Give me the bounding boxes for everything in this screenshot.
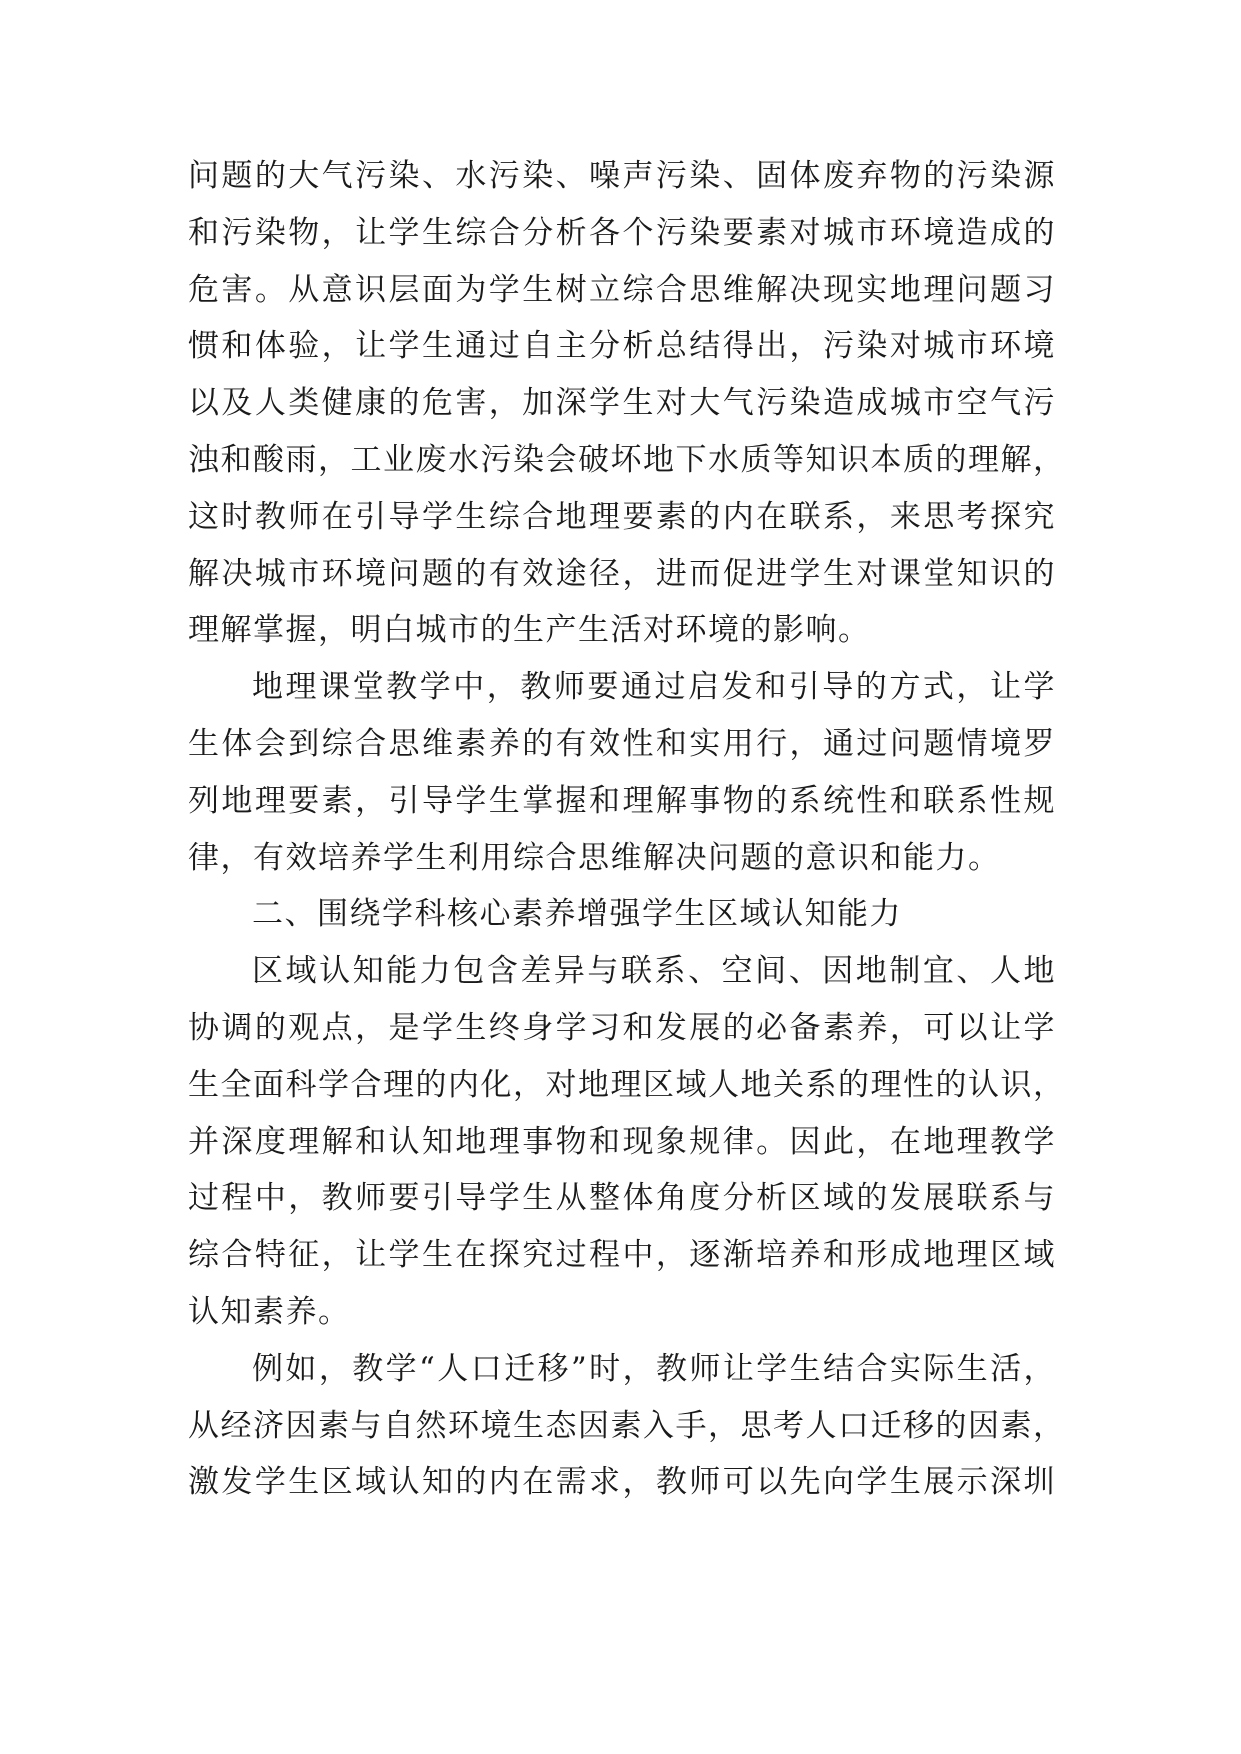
text-line: 激发学生区域认知的内在需求，教师可以先向学生展示深圳 (188, 1464, 1056, 1501)
text-line: 解决城市环境问题的有效途径，进而促进学生对课堂知识的 (188, 555, 1056, 592)
body-text (188, 148, 1066, 1511)
paragraph-first-line: 例如，教学“人口迁移”时，教师让学生结合实际生活， (252, 1350, 1056, 1387)
text-line: 认知素养。 (188, 1293, 351, 1330)
text-line: 和污染物，让学生综合分析各个污染要素对城市环境造成的 (188, 214, 1056, 251)
text-line: 理解掌握，明白城市的生产生活对环境的影响。 (188, 612, 871, 649)
text-line: 列地理要素，引导学生掌握和理解事物的系统性和联系性规 (188, 782, 1056, 819)
text-line: 生全面科学合理的内化，对地理区域人地关系的理性的认识， (188, 1066, 1066, 1103)
section-heading: 二、围绕学科核心素养增强学生区域认知能力 (252, 896, 902, 933)
text-line: 律，有效培养学生利用综合思维解决问题的意识和能力。 (188, 839, 1001, 876)
text-line: 并深度理解和认知地理事物和现象规律。因此，在地理教学 (188, 1123, 1056, 1160)
text-line: 浊和酸雨，工业废水污染会破坏地下水质等知识本质的理解， (188, 441, 1066, 478)
text-line: 从经济因素与自然环境生态因素入手，思考人口迁移的因素， (188, 1407, 1066, 1444)
text-line: 以及人类健康的危害，加深学生对大气污染造成城市空气污 (188, 385, 1056, 422)
paragraph-first-line: 地理课堂教学中，教师要通过启发和引导的方式，让学 (252, 669, 1056, 706)
text-line: 协调的观点，是学生终身学习和发展的必备素养，可以让学 (188, 1009, 1056, 1046)
text-line: 危害。从意识层面为学生树立综合思维解决现实地理问题习 (188, 271, 1056, 308)
paragraph-first-line: 区域认知能力包含差异与联系、空间、因地制宜、人地 (252, 953, 1056, 990)
text-line: 这时教师在引导学生综合地理要素的内在联系，来思考探究 (188, 498, 1056, 535)
text-line: 惯和体验，让学生通过自主分析总结得出，污染对城市环境 (188, 328, 1056, 365)
text-line: 问题的大气污染、水污染、噪声污染、固体废弃物的污染源 (188, 158, 1056, 194)
text-line: 综合特征，让学生在探究过程中，逐渐培养和形成地理区域 (188, 1237, 1056, 1274)
text-line: 过程中，教师要引导学生从整体角度分析区域的发展联系与 (188, 1180, 1056, 1217)
text-line: 生体会到综合思维素养的有效性和实用行，通过问题情境罗 (188, 725, 1056, 762)
